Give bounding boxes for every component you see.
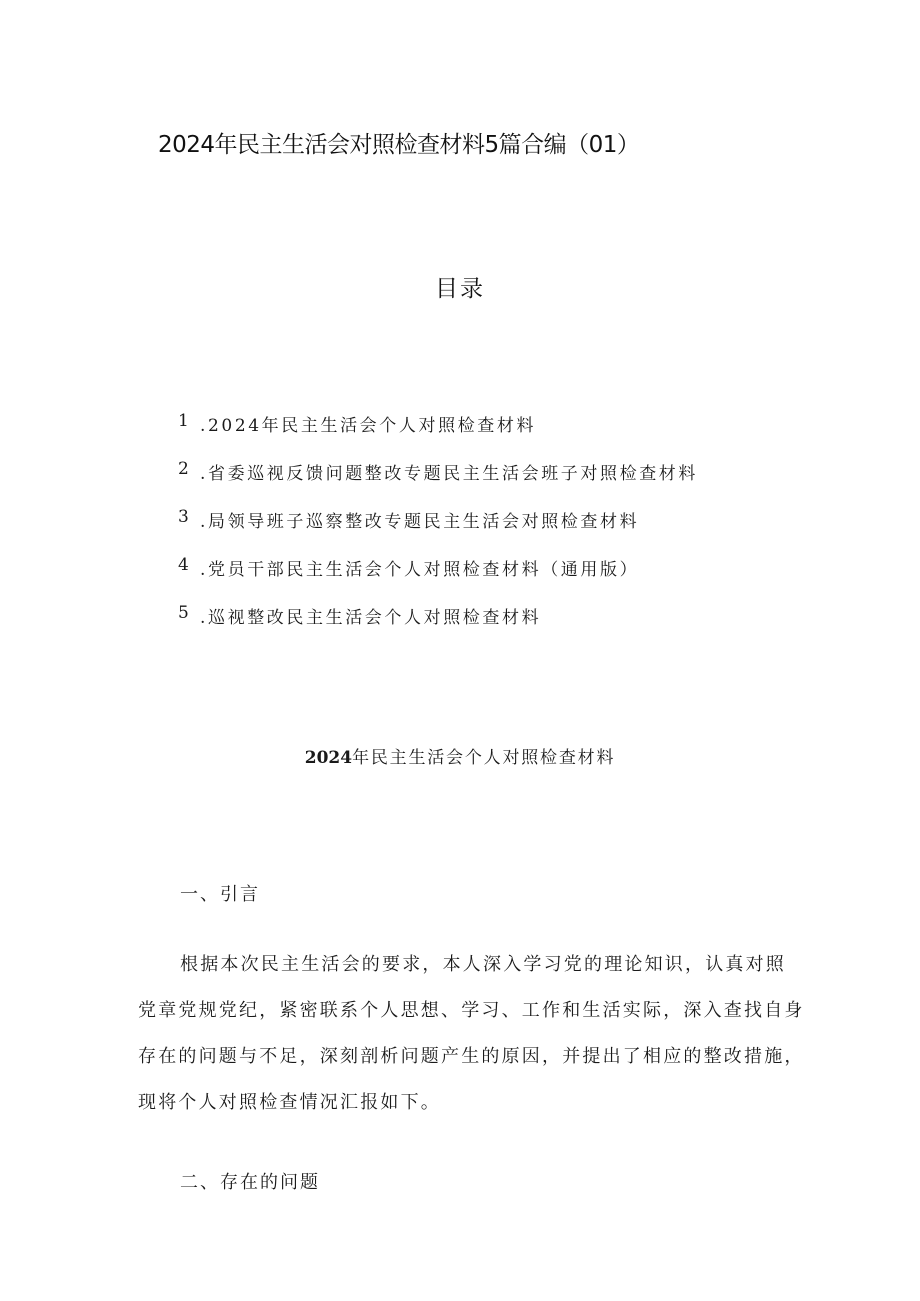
paragraph-line: 存在的问题与不足，深刻剖析问题产生的原因，并提出了相应的整改措施， (138, 1046, 805, 1067)
toc-item-text: .局领导班子巡察整改专题民主生活会对照检查材料 (200, 512, 640, 532)
toc-item-number: 4 (178, 555, 192, 575)
toc-item-2[interactable] (178, 459, 698, 507)
toc-item-number: 1 (178, 411, 192, 431)
section-title (0, 743, 920, 768)
toc-heading: 目录 (435, 276, 485, 302)
toc-item-text: .2024年民主生活会个人对照检查材料 (200, 416, 537, 436)
toc-item-1[interactable] (178, 411, 698, 459)
heading-existing-problems: 二、存在的问题 (180, 1172, 320, 1193)
toc-item-number: 3 (178, 507, 192, 527)
section-title-text: 年民主生活会个人对照检查材料 (352, 748, 616, 768)
toc-item-4[interactable] (178, 555, 698, 603)
paragraph-line: 党章党规党纪，紧密联系个人思想、学习、工作和生活实际，深入查找自身 (138, 1000, 805, 1021)
paragraph-line: 现将个人对照检查情况汇报如下。 (138, 1092, 441, 1113)
toc-item-text: .省委巡视反馈问题整改专题民主生活会班子对照检查材料 (200, 464, 699, 484)
toc-item-5[interactable] (178, 603, 698, 651)
toc-item-text: .党员干部民主生活会个人对照检查材料（通用版） (200, 560, 640, 580)
heading-introduction: 一、引言 (180, 884, 260, 905)
toc-item-number: 2 (178, 459, 192, 479)
document-title: 2024年民主生活会对照检查材料5篇合编（01） (158, 132, 640, 158)
toc-item-text: .巡视整改民主生活会个人对照检查材料 (200, 608, 542, 628)
toc-item-3[interactable] (178, 507, 698, 555)
table-of-contents (178, 411, 698, 651)
toc-item-number: 5 (178, 603, 192, 623)
paragraph-line: 根据本次民主生活会的要求，本人深入学习党的理论知识，认真对照 (180, 954, 786, 975)
section-title-year: 2024 (304, 748, 353, 768)
